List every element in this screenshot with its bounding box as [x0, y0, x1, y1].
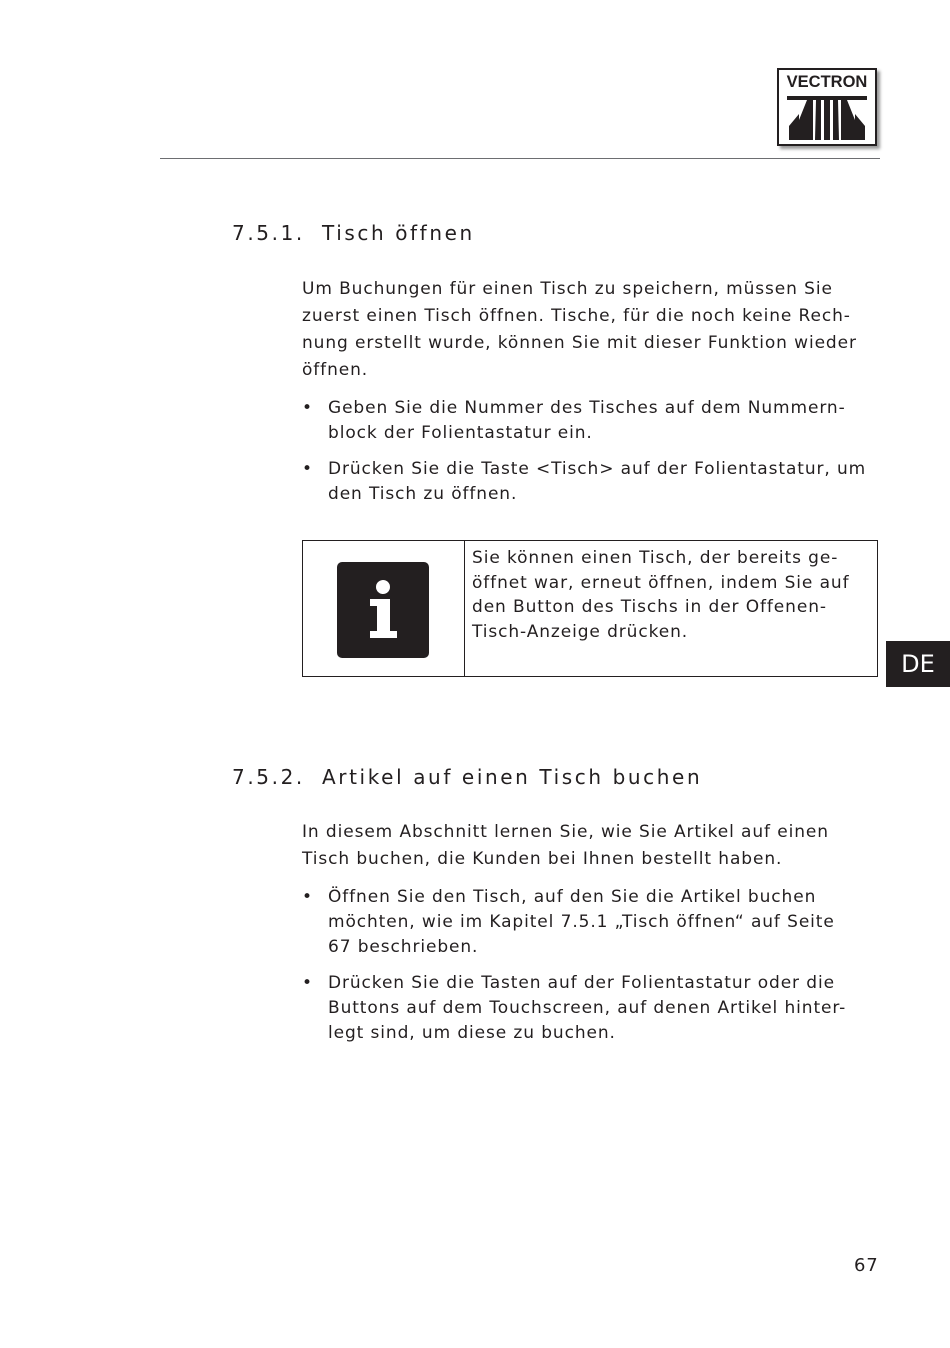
bullet: • — [302, 887, 313, 907]
section-number: 7.5.1. — [232, 221, 305, 245]
text-line: Buttons auf dem Touchscreen, auf denen Artikel hinter- — [328, 998, 847, 1018]
info-icon — [337, 562, 429, 658]
info-icon-cell — [303, 541, 465, 676]
text-line: In diesem Abschnitt lernen Sie, wie Sie Artikel auf einen — [302, 822, 829, 842]
text-line: Sie können einen Tisch, der bereits ge- — [472, 548, 839, 568]
list-item-text — [328, 885, 835, 960]
text-line: Drücken Sie die Tasten auf der Folientastatur oder die — [328, 973, 835, 993]
bullet: • — [302, 973, 313, 993]
text-line: den Tisch zu öffnen. — [328, 484, 518, 504]
text-line: öffnet war, erneut öffnen, indem Sie auf — [472, 572, 850, 593]
list-item-text — [328, 396, 846, 446]
text-line: den Button des Tischs in der Offenen- — [472, 597, 827, 617]
text-line: legt sind, um diese zu buchen. — [328, 1023, 616, 1043]
page-number: 67 — [854, 1255, 879, 1276]
text-line: Geben Sie die Nummer des Tisches auf dem Nummern- — [328, 398, 846, 418]
list-item-text — [328, 457, 866, 507]
info-note-text — [472, 546, 849, 644]
text-line: Tisch buchen, die Kunden bei Ihnen bestellt haben. — [302, 849, 783, 869]
text-line: zuerst einen Tisch öffnen. Tische, für die noch keine Rech- — [302, 306, 851, 326]
section-number: 7.5.2. — [232, 765, 305, 789]
text-line: Öffnen Sie den Tisch, auf den Sie die Artikel buchen — [328, 887, 817, 907]
section-title: Tisch öffnen — [322, 221, 475, 245]
section-title: Artikel auf einen Tisch buchen — [322, 765, 703, 789]
text-line: möchten, wie im Kapitel 7.5.1 „Tisch öffnen“ auf Seite — [328, 912, 835, 932]
text-line: nung erstellt wurde, können Sie mit dieser Funktion wieder — [302, 333, 857, 353]
text-line: öffnen. — [302, 360, 369, 380]
logo-bars-graphic — [785, 96, 869, 140]
section2-intro — [302, 819, 882, 873]
text-line: 67 beschrieben. — [328, 937, 479, 957]
info-note-box — [302, 540, 878, 677]
text-line: Um Buchungen für einen Tisch zu speichern, müssen Sie — [302, 279, 833, 299]
section-heading-7-5-1 — [232, 221, 475, 245]
logo-text: VECTRON — [786, 73, 868, 91]
text-line: block der Folientastatur ein. — [328, 423, 593, 443]
section1-intro — [302, 276, 882, 384]
bullet: • — [302, 398, 313, 418]
bullet: • — [302, 459, 313, 479]
list-item-text — [328, 971, 846, 1046]
text-line: Drücken Sie die Taste <Tisch> auf der Folientastatur, um — [328, 459, 867, 479]
vectron-logo — [777, 68, 877, 146]
section-heading-7-5-2 — [232, 765, 702, 789]
language-tab-de: DE — [886, 641, 950, 687]
text-line: Tisch-Anzeige drücken. — [472, 621, 689, 642]
header-rule — [160, 158, 880, 159]
